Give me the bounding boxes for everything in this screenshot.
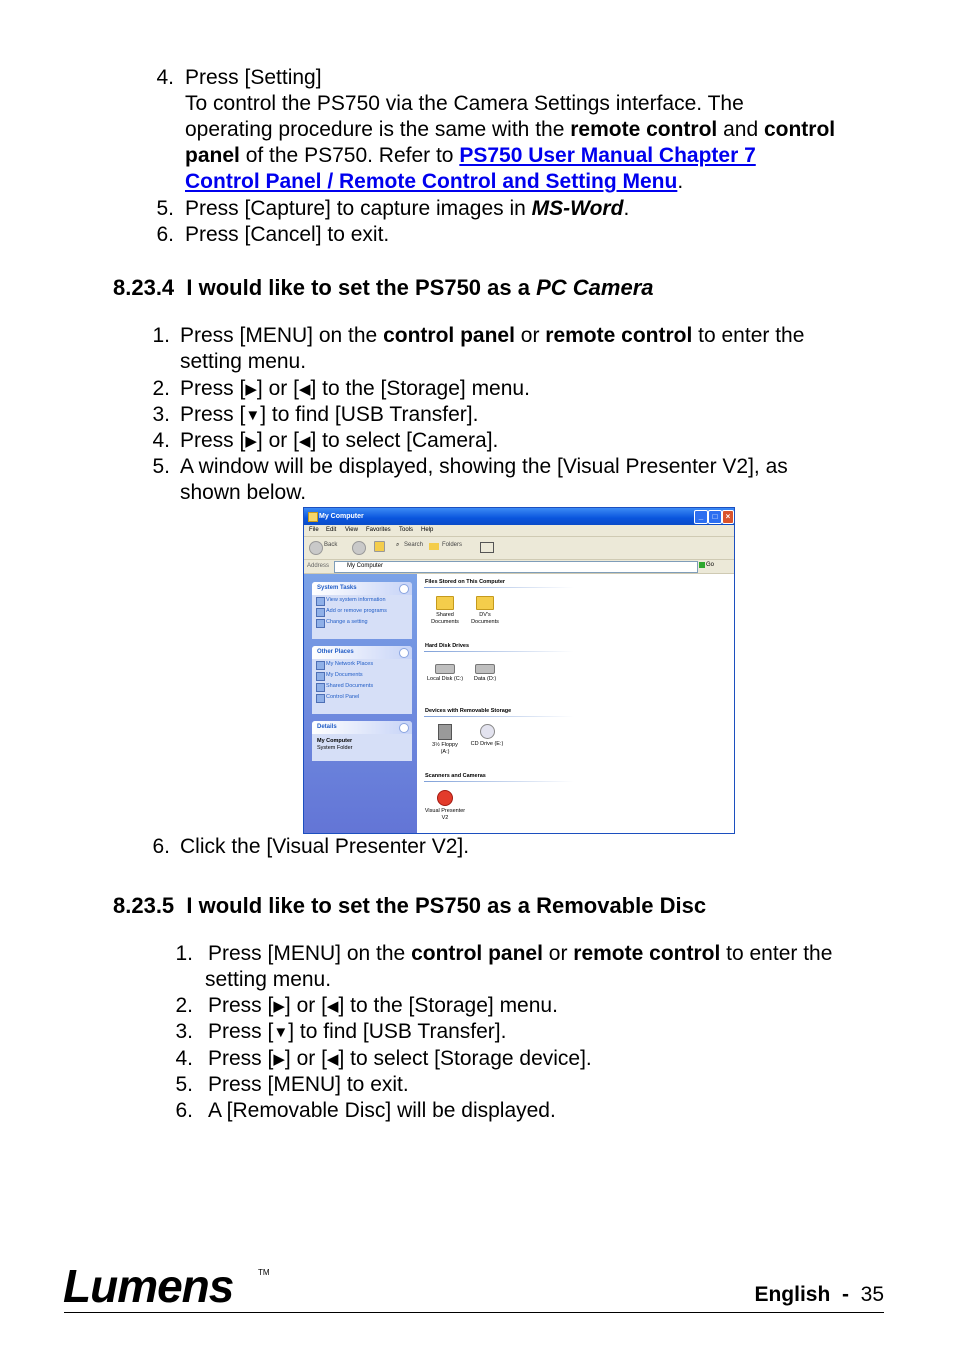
text: Press [Capture] to capture images in (185, 197, 532, 220)
step-number: 3. (152, 403, 170, 426)
left-arrow-icon: ◀ (326, 998, 339, 1015)
item-label: DV's Documents (471, 612, 499, 625)
network-icon (316, 661, 325, 670)
shared-documents-item[interactable] (427, 596, 463, 626)
step-text: setting menu. (205, 968, 332, 991)
list-item-capture (185, 196, 629, 222)
item-label: Shared Documents (431, 612, 459, 625)
step-number: 2. (152, 377, 170, 400)
menu-favorites[interactable]: Favorites (366, 527, 391, 533)
step-number: 4. (152, 429, 170, 452)
bold-text: remote control (573, 942, 721, 965)
task-label: Change a setting (326, 619, 368, 625)
section-title-italic: PC Camera (536, 275, 654, 300)
item-label: 3½ Floppy (A:) (432, 742, 458, 755)
hard-drive-icon (435, 664, 455, 674)
details-body (312, 734, 412, 756)
footer-separator: - (841, 1283, 849, 1306)
list-item-cancel: Press [Cancel] to exit. (185, 223, 390, 246)
task-link[interactable] (312, 595, 412, 606)
address-label: Address (307, 563, 330, 569)
minimize-icon[interactable]: _ (694, 510, 708, 524)
place-label: My Documents (326, 672, 363, 678)
section-number: 8.23.4 (113, 275, 175, 300)
item-label: Visual Presenter V2 (424, 808, 466, 821)
section-number: 8.23.5 (113, 893, 175, 918)
floppy-item[interactable] (427, 724, 463, 756)
views-icon[interactable] (480, 542, 494, 553)
step-number: 6. (175, 1099, 193, 1122)
text: . (623, 197, 630, 220)
menu-edit[interactable]: Edit (326, 527, 337, 533)
list-number: 5. (156, 197, 174, 220)
task-label: Add or remove programs (326, 608, 387, 614)
place-label: Control Panel (326, 694, 360, 700)
footer-divider (64, 1312, 884, 1313)
details-panel (312, 721, 412, 761)
text: Press [ (180, 377, 246, 400)
details-type: System Folder (317, 745, 353, 751)
step-text: A [Removable Disc] will be displayed. (208, 1099, 556, 1122)
go-arrow-icon[interactable] (699, 562, 705, 568)
text: ] to the [Storage] menu. (310, 377, 530, 400)
text: ] to select [Camera]. (310, 429, 499, 452)
text: Press [ (208, 1020, 274, 1043)
text: ] or [ (284, 1047, 327, 1070)
my-computer-screenshot (303, 507, 735, 834)
list-item-text (185, 169, 683, 195)
step-text (208, 1019, 506, 1046)
text: . (677, 170, 684, 193)
item-label: Local Disk (C:) (426, 676, 464, 682)
forward-arrow-icon[interactable] (352, 541, 366, 555)
step-text (208, 993, 558, 1020)
down-arrow-icon: ▼ (273, 1024, 289, 1041)
text: Press [MENU] on the (208, 942, 412, 965)
text: Press [ (208, 1047, 274, 1070)
control-panel-link[interactable]: Control Panel / Remote Control and Setting Menu (185, 170, 678, 193)
group-divider (424, 781, 574, 782)
go-button[interactable]: Go (706, 562, 715, 568)
list-item-text (185, 117, 835, 143)
right-arrow-icon: ▶ (273, 1051, 285, 1068)
folder-icon (476, 596, 494, 610)
place-link[interactable] (312, 659, 412, 670)
step-text (180, 376, 530, 403)
menu-tools[interactable]: Tools (399, 527, 414, 533)
page-footer (754, 1282, 884, 1308)
search-button[interactable]: Search (404, 542, 424, 548)
down-arrow-icon: ▼ (245, 407, 261, 424)
bold-text: panel (185, 144, 240, 167)
other-places-panel (312, 646, 412, 714)
right-arrow-icon: ▶ (273, 998, 285, 1015)
close-icon[interactable]: × (722, 510, 734, 524)
task-label: View system information (326, 597, 386, 603)
computer-icon (308, 512, 318, 522)
text: Press [MENU] on the (180, 324, 384, 347)
cd-icon (480, 724, 495, 739)
page-number: 35 (860, 1283, 884, 1306)
panel-title: System Tasks (317, 585, 357, 591)
back-button[interactable]: Back (324, 542, 338, 548)
camera-icon (437, 790, 453, 806)
text: Press [ (180, 403, 246, 426)
menu-bar (304, 525, 734, 537)
step-number: 6. (152, 835, 170, 858)
place-link[interactable] (312, 670, 412, 681)
right-arrow-icon: ▶ (245, 381, 257, 398)
up-folder-icon[interactable] (374, 541, 385, 552)
folder-icon (316, 672, 325, 681)
group-divider (424, 651, 574, 652)
window-title: My Computer (319, 513, 364, 520)
cd-drive-item[interactable] (469, 724, 505, 748)
panel-title: Details (317, 724, 337, 730)
window-titlebar (304, 508, 734, 525)
place-label: My Network Places (326, 661, 374, 667)
manual-chapter-link[interactable]: PS750 User Manual Chapter 7 (459, 144, 756, 167)
step-number: 3. (175, 1020, 193, 1043)
text: and (717, 118, 764, 141)
step-text (208, 1046, 592, 1073)
item-label: CD Drive (E:) (470, 741, 504, 747)
panel-title: Other Places (317, 649, 354, 655)
programs-icon (316, 608, 325, 617)
step-text (180, 323, 804, 349)
section-title: I would like to set the PS750 as a Removable Disc (186, 893, 707, 918)
panel-header[interactable] (312, 721, 412, 734)
panel-header[interactable] (312, 646, 412, 659)
back-arrow-icon[interactable] (309, 541, 323, 555)
folders-icon (429, 543, 439, 550)
bold-italic-text: MS-Word (531, 197, 624, 220)
bold-text: control (763, 118, 836, 141)
info-icon (316, 597, 325, 606)
folder-icon (436, 596, 454, 610)
text: Press [ (208, 994, 274, 1017)
list-item-setting: Press [Setting] (185, 66, 322, 89)
item-label: Data (D:) (473, 676, 497, 682)
panel-header[interactable] (312, 582, 412, 595)
settings-icon (316, 619, 325, 628)
group-divider (424, 716, 574, 717)
step-text: A window will be displayed, showing the [Visual Presenter V2], as (180, 455, 788, 478)
section-heading (113, 274, 653, 302)
collapse-icon[interactable] (399, 648, 409, 658)
address-value: My Computer (347, 563, 384, 569)
step-text (208, 941, 832, 967)
task-pane (304, 574, 417, 833)
data-disk-item[interactable] (467, 664, 503, 683)
control-panel-icon (316, 694, 325, 703)
list-item-text (185, 143, 756, 169)
step-text: Click the [Visual Presenter V2]. (180, 835, 470, 858)
text: ] to find [USB Transfer]. (288, 1020, 507, 1043)
task-link[interactable] (312, 606, 412, 617)
details-name: My Computer (317, 738, 353, 744)
menu-help[interactable]: Help (421, 527, 434, 533)
step-number: 5. (175, 1073, 193, 1096)
right-arrow-icon: ▶ (245, 433, 257, 450)
text: operating procedure is the same with the (185, 118, 571, 141)
left-arrow-icon: ◀ (298, 433, 311, 450)
dvs-documents-item[interactable] (467, 596, 503, 626)
lumens-logo: Lumens (63, 1260, 234, 1312)
text: of the PS750. Refer to (239, 144, 460, 167)
text: ] or [ (256, 429, 299, 452)
address-input[interactable] (334, 561, 698, 573)
floppy-icon (438, 724, 452, 740)
footer-language: English (754, 1283, 831, 1306)
place-label: Shared Documents (326, 683, 374, 689)
text: to enter the (720, 942, 833, 965)
list-number: 4. (156, 66, 174, 89)
place-link[interactable] (312, 692, 412, 703)
step-text: setting menu. (180, 350, 307, 373)
left-arrow-icon: ◀ (298, 381, 311, 398)
step-number: 1. (175, 942, 193, 965)
step-number: 1. (152, 324, 170, 347)
system-tasks-panel (312, 582, 412, 639)
task-link[interactable] (312, 617, 412, 628)
step-number: 2. (175, 994, 193, 1017)
group-header: Files Stored on This Computer (425, 579, 506, 585)
text: ] or [ (256, 377, 299, 400)
list-item-text: To control the PS750 via the Camera Settings interface. The (185, 92, 744, 115)
menu-view[interactable]: View (345, 527, 358, 533)
list-number: 6. (156, 223, 174, 246)
folder-icon (316, 683, 325, 692)
step-text (180, 402, 478, 429)
group-divider (424, 587, 574, 588)
content-pane (417, 574, 734, 833)
toolbar (304, 537, 734, 560)
step-number: 4. (175, 1047, 193, 1070)
group-header: Hard Disk Drives (425, 643, 470, 649)
text: ] to find [USB Transfer]. (260, 403, 479, 426)
search-icon: ⌕ (396, 542, 400, 548)
step-number: 5. (152, 455, 170, 478)
menu-file[interactable]: File (309, 527, 319, 533)
bold-text: control panel (383, 324, 515, 347)
section-title: I would like to set the PS750 as a (186, 275, 537, 300)
place-link[interactable] (312, 681, 412, 692)
text: or (514, 324, 546, 347)
text: Press [ (180, 429, 246, 452)
collapse-icon[interactable] (399, 723, 409, 733)
text: to enter the (692, 324, 805, 347)
group-header: Scanners and Cameras (425, 773, 486, 779)
bold-text: control panel (411, 942, 543, 965)
step-text (180, 428, 498, 455)
maximize-icon[interactable]: □ (708, 510, 722, 524)
local-disk-item[interactable] (425, 664, 465, 683)
step-text: shown below. (180, 481, 307, 504)
section-heading (113, 892, 706, 920)
step-text: Press [MENU] to exit. (208, 1073, 409, 1096)
text: ] or [ (284, 994, 327, 1017)
text: or (542, 942, 574, 965)
text: ] to select [Storage device]. (338, 1047, 592, 1070)
collapse-icon[interactable] (399, 584, 409, 594)
text: ] to the [Storage] menu. (338, 994, 558, 1017)
trademark-mark: TM (258, 1268, 270, 1277)
bold-text: remote control (545, 324, 693, 347)
bold-text: remote control (570, 118, 718, 141)
folders-button[interactable]: Folders (442, 542, 463, 548)
address-bar (304, 560, 734, 574)
left-arrow-icon: ◀ (326, 1051, 339, 1068)
hard-drive-icon (475, 664, 495, 674)
visual-presenter-item[interactable] (423, 790, 467, 822)
group-header: Devices with Removable Storage (425, 708, 512, 714)
